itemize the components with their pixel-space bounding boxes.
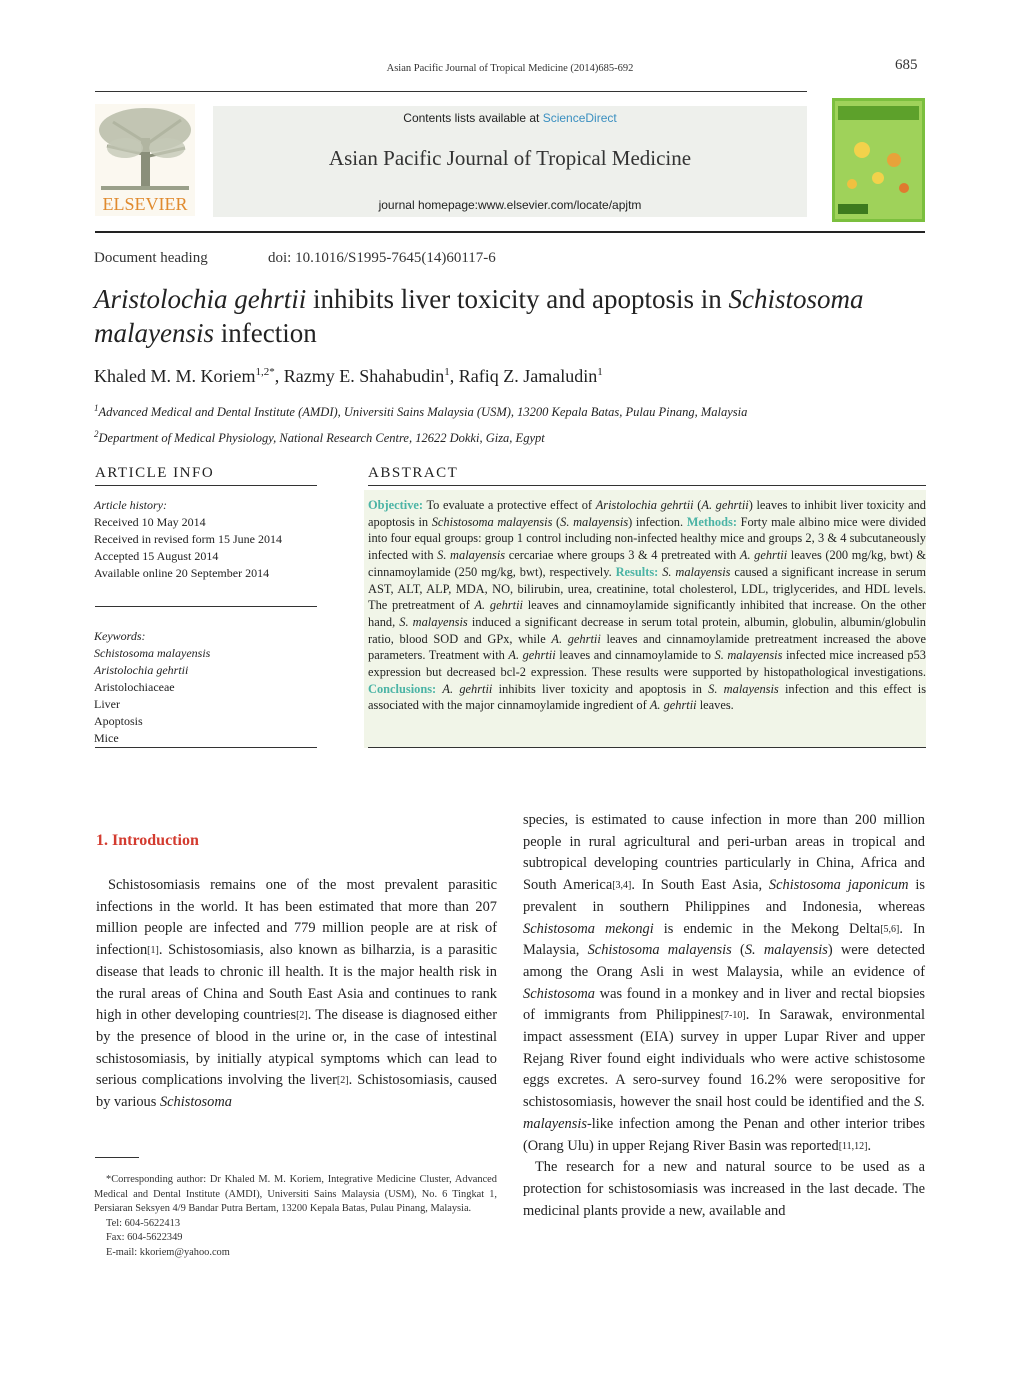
history-online: Available online 20 September 2014 — [94, 566, 270, 580]
keyword: Schistosoma malayensis — [94, 646, 211, 660]
article-title — [94, 282, 926, 350]
page-number: 685 — [895, 57, 918, 73]
author-list: Khaled M. M. Koriem$^{1,2*}$, Razmy E. Shahabudin$^1$, Rafiq Z. Jamaludin$^1$ — [94, 366, 603, 386]
history-received: Received 10 May 2014 — [94, 515, 206, 529]
affiliation-text: Advanced Medical and Dental Institute (AMDI), Universiti Sains Malaysia (USM), 13200 Kepala Batas, Pulau Pinang, Malaysia — [98, 405, 748, 420]
journal-cover-image — [832, 98, 925, 222]
author-name: Rafiq Z. Jamaludin — [458, 366, 598, 386]
abstract-body: Objective: To evaluate a protective effect of Aristolochia gehrtii (A. gehrtii) leaves to inhibit liver toxicity and apoptosis in Schistosoma malayensis (S. malayensis) infection. Methods: Forty male albino mice were divided into four equal groups: group 1 control including non-infected healthy mice and groups 2, 3 & 4 subcutaneously infected with S. malayensis cercariae where groups 3 & 4 pretreated with A. gehrtii leaves (200 mg/kg, bwt) & cinnamoylamide (250 mg/kg, bwt), respectively. Results: S. malayensis caused a significant increase in serum AST, ALT, ALP, MDA, NO, bilirubin, urea, creatinine, total cholesterol, LDL, triglycerides, and HDL levels. The pretreatment of A. gehrtii leaves and cinnamoylamide significantly inhibited that increase. On the other hand, S. malayensis induced a significant decrease in serum total protein, albumin, globulin, albumin/globulin ratio, blood SOD and GPx, while A. gehrtii leaves and cinnamoylamide pretreatment increased the above parameters. Treatment with A. gehrtii leaves and cinnamoylamide to S. malayensis infected mice increased p53 expression but decreased bcl-2 expression. These results were supported by histopathological investigations. Conclusions: A. gehrtii inhibits liver toxicity and apoptosis in S. malayensis infection and this effect is associated with the major cinnamoylamide ingredient of A. gehrtii leaves. — [368, 498, 927, 713]
footnote-email[interactable]: E-mail: kkoriem@yahoo.com — [106, 1246, 230, 1258]
abstract-heading: ABSTRACT — [368, 465, 459, 481]
keywords-rule — [95, 747, 317, 748]
title-species-2: Schistosoma malayensis — [94, 284, 864, 348]
contents-prefix: Contents lists available at — [403, 111, 543, 125]
author-name: Razmy E. Shahabudin — [283, 366, 445, 386]
elsevier-logo — [95, 104, 195, 216]
abstract-bottom-rule — [368, 747, 926, 748]
affiliation-2 — [94, 429, 545, 446]
introduction-heading: 1. Introduction — [96, 832, 199, 849]
keyword: Aristolochiaceae — [94, 680, 175, 694]
introduction-column-right: species, is estimated to cause infection in more than 200 million people in rural agricultural and peri-urban areas in tropical and subtropical developing countries particularly in China, Africa and South America[3,4]. In South East Asia, Schistosoma japonicum is prevalent in southern Philippines and Indonesia, whereas Schistosoma mekongi is endemic in the Mekong Delta[5,6]. In Malaysia, Schistosoma malayensis (S. malayensis) were detected among the Orang Asli in west Malaysia, while an evidence of Schistosoma was found in a monkey and in liver and rectal biopsies of immigrants from Philippines[7-10]. In Sarawak, environmental impact assessment (EIA) survey in upper Lupar River and upper Rejang River found eight individuals who were active schistosome eggs excretes. A sero-survey found 16.2% were seropositive for schistosomiasis, however the snail host could be identified and the S. malayensis-like infection among the Penan and other interior tribes (Orang Ulu) in upper Rejang River Basin was reported[11,12]. The research for a new and natural source to be used as a protection for schistosomiasis was increased in the last decade. The medicinal plants provide a new, available and — [523, 812, 925, 1219]
keyword: Liver — [94, 697, 120, 711]
footnote-corresponding: *Corresponding author: Dr Khaled M. M. Koriem, Integrative Medicine Cluster, Advanced Medical and Dental Institute (AMDI), Universiti Sains Malaysia (USM), No. 6 Tingkat 1, Persiaran Seksyen 4/9 Bandar Putra Bertam, 13200 Kepala Batas, Pulau Pinang, Malaysia. — [94, 1174, 497, 1214]
affiliation-1 — [94, 403, 747, 420]
article-info-heading: ARTICLE INFO — [95, 465, 215, 481]
header-rule — [95, 91, 807, 92]
document-heading-row — [94, 250, 496, 267]
elsevier-logo-text: ELSEVIER — [102, 194, 188, 214]
sciencedirect-link[interactable]: ScienceDirect — [542, 111, 617, 125]
history-accepted: Accepted 15 August 2014 — [94, 549, 219, 563]
journal-homepage[interactable]: journal homepage:www.elsevier.com/locate/apjtm — [378, 198, 642, 212]
footnote-tel: Tel: 604-5622413 — [106, 1217, 181, 1229]
article-info-rule — [95, 485, 317, 486]
keywords-label: Keywords: — [94, 629, 146, 643]
footnote-fax: Fax: 604-5622349 — [106, 1232, 183, 1243]
author-sup: 1,2* — [255, 366, 275, 378]
abstract-methods-label: Methods: — [686, 514, 737, 529]
footnote-rule — [95, 1157, 139, 1158]
corresponding-author-footnote — [94, 1173, 497, 1260]
history-label: Article history: — [94, 498, 167, 512]
journal-title: Asian Pacific Journal of Tropical Medicine — [328, 146, 692, 170]
contents-line — [213, 111, 807, 125]
abstract-rule — [368, 485, 926, 486]
keywords — [94, 628, 316, 747]
affiliation-sup: 2 — [94, 429, 99, 439]
author-name: Khaled M. M. Koriem — [94, 366, 256, 386]
article-history — [94, 497, 316, 582]
title-text-1: inhibits liver toxicity and apoptosis in — [306, 284, 729, 314]
running-title: Asian Pacific Journal of Tropical Medicine (2014)685-692 — [386, 63, 634, 74]
affiliation-sup: 1 — [94, 403, 99, 413]
keyword: Apoptosis — [94, 714, 143, 728]
affiliation-text: Department of Medical Physiology, National Research Centre, 12622 Dokki, Giza, Egypt — [98, 431, 545, 446]
title-species-1: Aristolochia gehrtii — [94, 284, 307, 314]
introduction-column-left: Schistosomiasis remains one of the most prevalent parasitic infections in the world. It has been estimated that more than 207 million people are infected and 779 million people are at risk of infection[1]. Schistosomiasis, also known as bilharzia, is a parasitic disease that leads to chronic ill health. It is the major health risk in the rural areas of China and South East Asia and continues to rank high in other developing countries[2]. The disease is diagnosed either by the presence of blood in the urine or, in the case of intestinal schistosomiasis, by initially atypical symptoms which can lead to serious complications involving the liver[2]. Schistosomiasis, caused by various Schistosoma — [96, 877, 497, 1111]
history-rule — [95, 606, 317, 607]
abstract-conclusions-label: Conclusions: — [368, 681, 437, 696]
author-sup: 1 — [597, 366, 603, 378]
abstract-objective-label: Objective: — [368, 498, 424, 512]
keyword: Aristolochia gehrtii — [94, 663, 189, 677]
doi[interactable]: doi: 10.1016/S1995-7645(14)60117-6 — [268, 250, 496, 266]
history-revised: Received in revised form 15 June 2014 — [94, 532, 282, 546]
header-thick-rule — [95, 231, 925, 233]
keyword: Mice — [94, 731, 119, 745]
abstract-results-label: Results: — [615, 564, 659, 579]
document-heading-label: Document heading — [94, 250, 208, 266]
author-sup: 1 — [444, 366, 450, 378]
title-text-2: infection — [213, 318, 317, 348]
